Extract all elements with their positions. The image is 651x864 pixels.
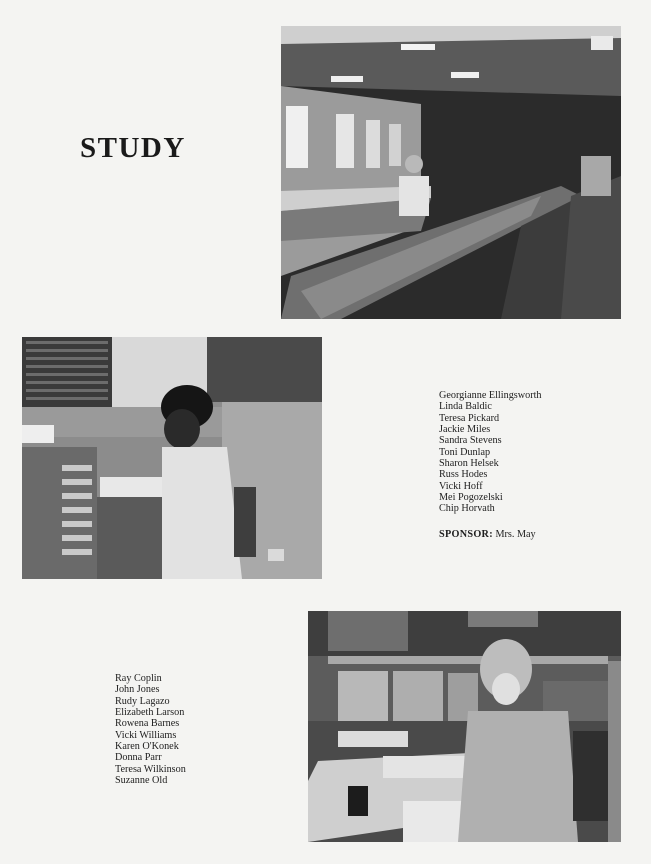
name-entry: Mei Pogozelski xyxy=(439,492,503,504)
name-entry: John Jones xyxy=(115,684,160,696)
page-title: STUDY xyxy=(80,132,186,164)
name-entry: Ray Coplin xyxy=(115,673,162,684)
name-entry: Sandra Stevens xyxy=(439,435,502,447)
name-entry: Toni Dunlap xyxy=(439,446,491,458)
name-list-group-one xyxy=(439,390,542,515)
name-entry: Suzanne Old xyxy=(115,775,168,787)
name-list-group-two xyxy=(115,673,186,786)
name-entry: Jackie Miles xyxy=(439,424,491,436)
sponsor-label: SPONSOR: xyxy=(439,529,493,540)
name-entry: Linda Baldic xyxy=(439,401,492,413)
name-entry: Vicki Hoff xyxy=(439,480,483,492)
sponsor-name: Mrs. May xyxy=(495,529,536,540)
name-entry: Donna Parr xyxy=(115,752,162,764)
photo-filing-desk xyxy=(22,337,322,579)
name-entry: Russ Hodes xyxy=(439,469,488,481)
name-entry: Rowena Barnes xyxy=(115,718,180,730)
name-entry: Rudy Lagazo xyxy=(115,695,170,707)
name-entry: Vicki Williams xyxy=(115,729,177,741)
name-entry: Elizabeth Larson xyxy=(115,707,185,719)
name-entry: Teresa Wilkinson xyxy=(115,763,186,775)
name-entry: Chip Horvath xyxy=(439,503,495,515)
name-entry: Sharon Helsek xyxy=(439,458,499,470)
photo-study-hall xyxy=(281,26,621,319)
name-entry: Karen O'Konek xyxy=(115,741,179,753)
sponsor-line xyxy=(439,529,536,540)
photo-office-desk xyxy=(308,611,621,842)
name-entry: Teresa Pickard xyxy=(439,412,500,424)
name-entry: Georgianne Ellingsworth xyxy=(439,390,542,401)
